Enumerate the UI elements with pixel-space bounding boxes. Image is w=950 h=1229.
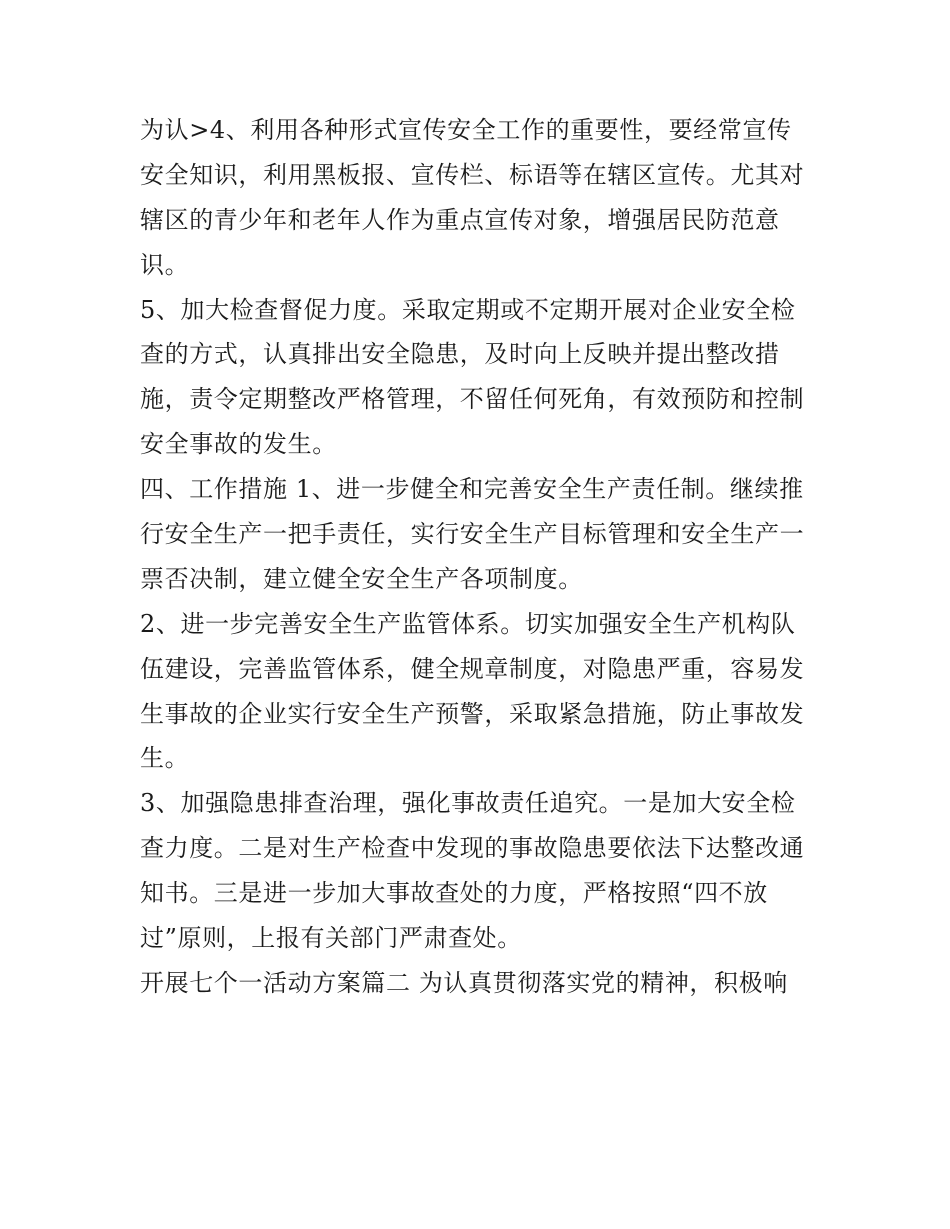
text-line: 施，责令定期整改严格管理，不留任何死角，有效预防和控制 xyxy=(140,385,805,414)
text-line: 5、加大检查督促力度。采取定期或不定期开展对企业安全检 xyxy=(140,295,796,324)
text-line: 四、工作措施 1、进一步健全和完善安全生产责任制。继续推 xyxy=(140,475,804,504)
text-line: 为认>4、利用各种形式宣传安全工作的重要性，要经常宣传 xyxy=(140,116,792,144)
text-line: 过”原则，上报有关部门严肃查处。 xyxy=(140,924,522,953)
text-line: 查力度。二是对生产检查中发现的事故隐患要依法下达整改通 xyxy=(140,834,805,863)
text-line: 2、进一步完善安全生产监管体系。切实加强安全生产机构队 xyxy=(140,609,796,638)
text-line: 3、加强隐患排查治理，强化事故责任追究。一是加大安全检 xyxy=(140,789,796,818)
text-line: 安全知识，利用黑板报、宣传栏、标语等在辖区宣传。尤其对 xyxy=(140,160,805,189)
text-line: 辖区的青少年和老年人作为重点宣传对象，增强居民防范意 xyxy=(140,205,780,234)
text-line: 生事故的企业实行安全生产预警，采取紧急措施，防止事故发 xyxy=(140,699,805,728)
text-line: 开展七个一活动方案篇二 为认真贯彻落实党的精神，积极响 xyxy=(140,968,788,997)
text-line: 知书。三是进一步加大事故查处的力度，严格按照“四不放 xyxy=(140,879,768,908)
text-line: 安全事故的发生。 xyxy=(140,430,337,459)
text-line: 行安全生产一把手责任，实行安全生产目标管理和安全生产一 xyxy=(140,520,805,549)
text-line: 识。 xyxy=(140,250,190,279)
text-line: 查的方式，认真排出安全隐患，及时向上反映并提出整改措 xyxy=(140,340,780,369)
text-line: 票否决制，建立健全安全生产各项制度。 xyxy=(140,564,583,593)
text-line: 伍建设，完善监管体系，健全规章制度，对隐患严重，容易发 xyxy=(140,654,805,683)
text-line: 生。 xyxy=(140,744,190,773)
document-body xyxy=(140,108,820,1006)
